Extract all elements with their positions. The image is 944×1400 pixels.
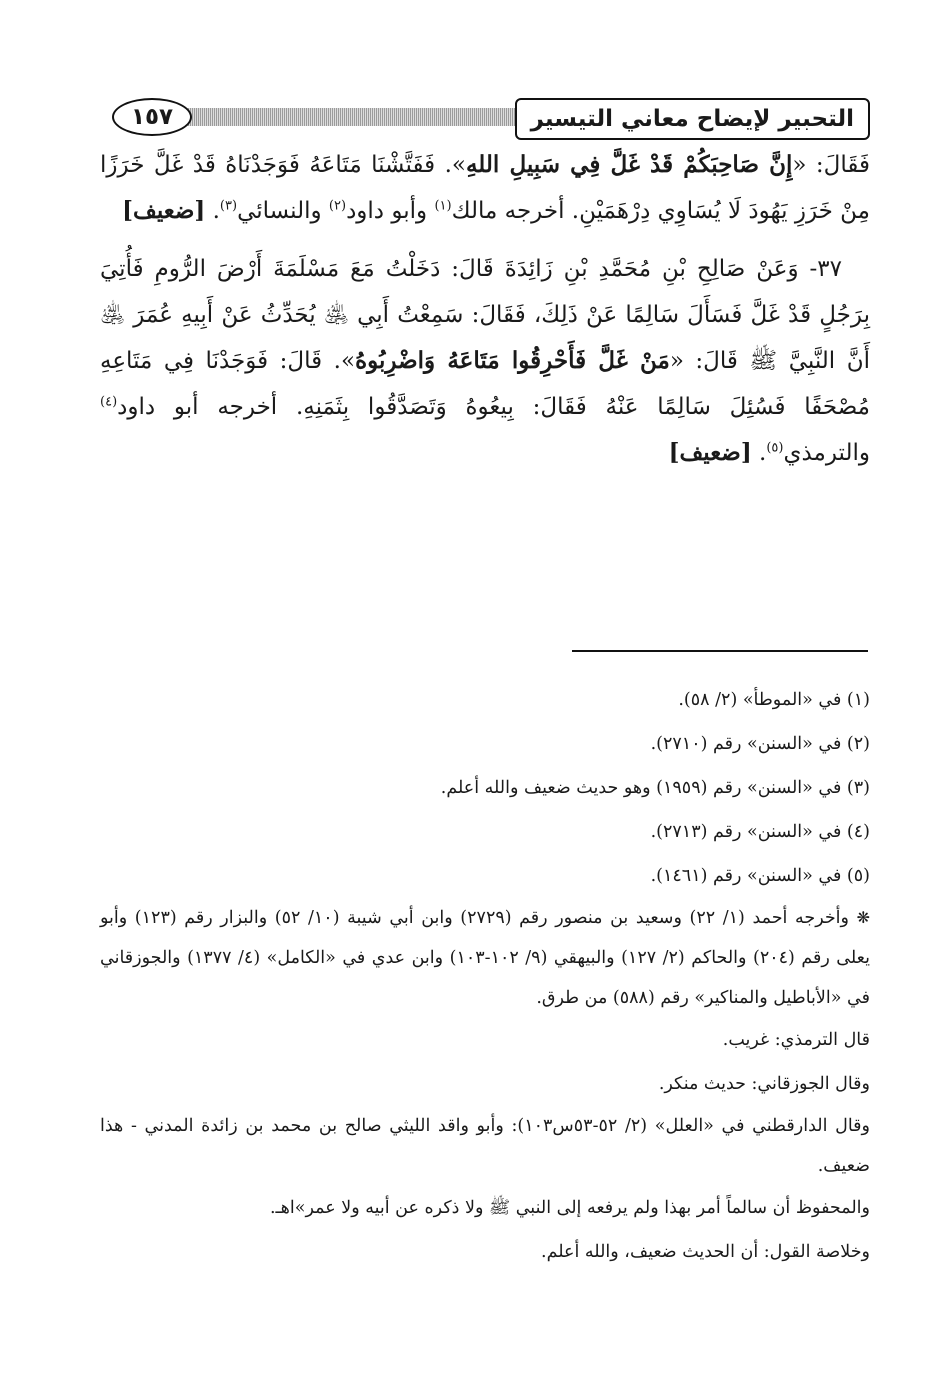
page-number: ١٥٧ xyxy=(112,98,192,136)
hadith-37 xyxy=(100,246,870,476)
text-segment: والنسائي xyxy=(237,198,329,224)
footnote-ref-1[interactable]: (١) xyxy=(434,198,452,214)
text-segment: والترمذي xyxy=(783,440,870,466)
footnote-tirmidhi: قال الترمذي: غريب. xyxy=(722,1030,870,1050)
footnote-daraqutni: وقال الدارقطني في «العلل» (٢/ ٥٢-٥٣س١٠٣): وأبو واقد الليثي صالح بن محمد بن زائدة المدني - هذا ضعيف. xyxy=(100,1116,870,1176)
text-segment: . xyxy=(751,440,767,466)
footnote-ref-3[interactable]: (٣) xyxy=(219,198,238,214)
book-title: التحبير لإيضاح معاني التيسير xyxy=(515,98,870,140)
text-segment: فَقَالَ: « xyxy=(792,152,871,178)
prophetic-quote: مَنْ غَلَّ فَأَحْرِقُوا مَتَاعَهُ وَاضْرِبُوهُ xyxy=(355,347,670,374)
footnote-separator xyxy=(572,650,868,652)
text-segment: ». فَفَتَّشْنَا مَتَاعَهُ فَوَجَدْنَاهُ قَدْ غَلَّ خَرَزًا مِنْ خَرَزِ يَهُودَ لَا يُسَاوِي دِرْهَمَيْنِ. أخرجه مالك xyxy=(100,152,870,224)
footnote-1: (١) في «الموطأ» (٢/ ٥٨). xyxy=(678,690,870,710)
asterism-icon: ❋ xyxy=(856,908,870,927)
footnote-4: (٤) في «السنن» رقم (٢٧١٣). xyxy=(650,822,870,842)
text-segment: ٣٧- وَعَنْ صَالِحِ بْنِ مُحَمَّدِ بْنِ زَائِدَةَ قَالَ: دَخَلْتُ مَعَ مَسْلَمَةَ أَرْضَ الرُّومِ فَأُتِيَ بِرَجُلٍ قَدْ غَلَّ فَسَأَلَ سَالِمًا عَنْ ذَلِكَ، فَقَالَ: سَمِعْتُ أَبِي ﵁ يُحَدِّثُ عَنْ أَبِيهِ عُمَرَ ﵁ أَنَّ النَّبِيَّ ﷺ قَالَ: « xyxy=(100,256,871,374)
text-segment: . xyxy=(205,198,220,224)
footnotes xyxy=(100,678,870,1274)
footnote-5: (٥) في «السنن» رقم (١٤٦١). xyxy=(650,866,870,886)
footnote-mahfuz: والمحفوظ أن سالماً أمر بهذا ولم يرفعه إلى النبي ﷺ ولا ذكره عن أبيه ولا عمر»اهـ. xyxy=(269,1198,870,1218)
hadith-36-ending xyxy=(100,142,870,234)
footnote-conclusion: وخلاصة القول: أن الحديث ضعيف، والله أعلم. xyxy=(541,1242,870,1262)
footnote-ref-4[interactable]: (٤) xyxy=(100,394,118,410)
text-segment: وأبو داود xyxy=(346,198,435,224)
footnote-ref-2[interactable]: (٢) xyxy=(328,198,347,214)
main-text xyxy=(100,142,870,476)
hadith-grade: [ضعيف] xyxy=(122,197,206,224)
footnote-takhrij xyxy=(100,898,870,1018)
footnote-2: (٢) في «السنن» رقم (٢٧١٠). xyxy=(650,734,870,754)
footnote-jawzaqani: وقال الجوزقاني: حديث منكر. xyxy=(658,1074,870,1094)
text-segment: ». قَالَ: فَوَجَدْنَا فِي مَتَاعِهِ مُصْحَفًا فَسُئِلَ سَالِمًا عَنْهُ فَقَالَ: بِيعُوهُ وَتَصَدَّقُوا بِثَمَنِهِ. أخرجه أبو داود xyxy=(100,348,870,420)
footnote-ref-5[interactable]: (٥) xyxy=(766,440,784,456)
page-header xyxy=(100,96,870,140)
prophetic-quote: إِنَّ صَاحِبَكُمْ قَدْ غَلَّ فِي سَبِيلِ اللهِ xyxy=(465,151,793,178)
hadith-grade: [ضعيف] xyxy=(668,439,752,466)
takhrij-text: وأخرجه أحمد (١/ ٢٢) وسعيد بن منصور رقم (٢٧٢٩) وابن أبي شيبة (١٠/ ٥٢) والبزار رقم (١٢٣) وأبو يعلى رقم (٢٠٤) والحاكم (٢/ ١٢٧) والبيهقي (٩/ ١٠٢-١٠٣) وابن عدي في «الكامل» (٤/ ١٣٧٧) والجوزقاني في «الأباطيل والمناكير» رقم (٥٨٨) من طرق. xyxy=(100,908,870,1008)
footnote-3: (٣) في «السنن» رقم (١٩٥٩) وهو حديث ضعيف والله أعلم. xyxy=(440,778,870,798)
